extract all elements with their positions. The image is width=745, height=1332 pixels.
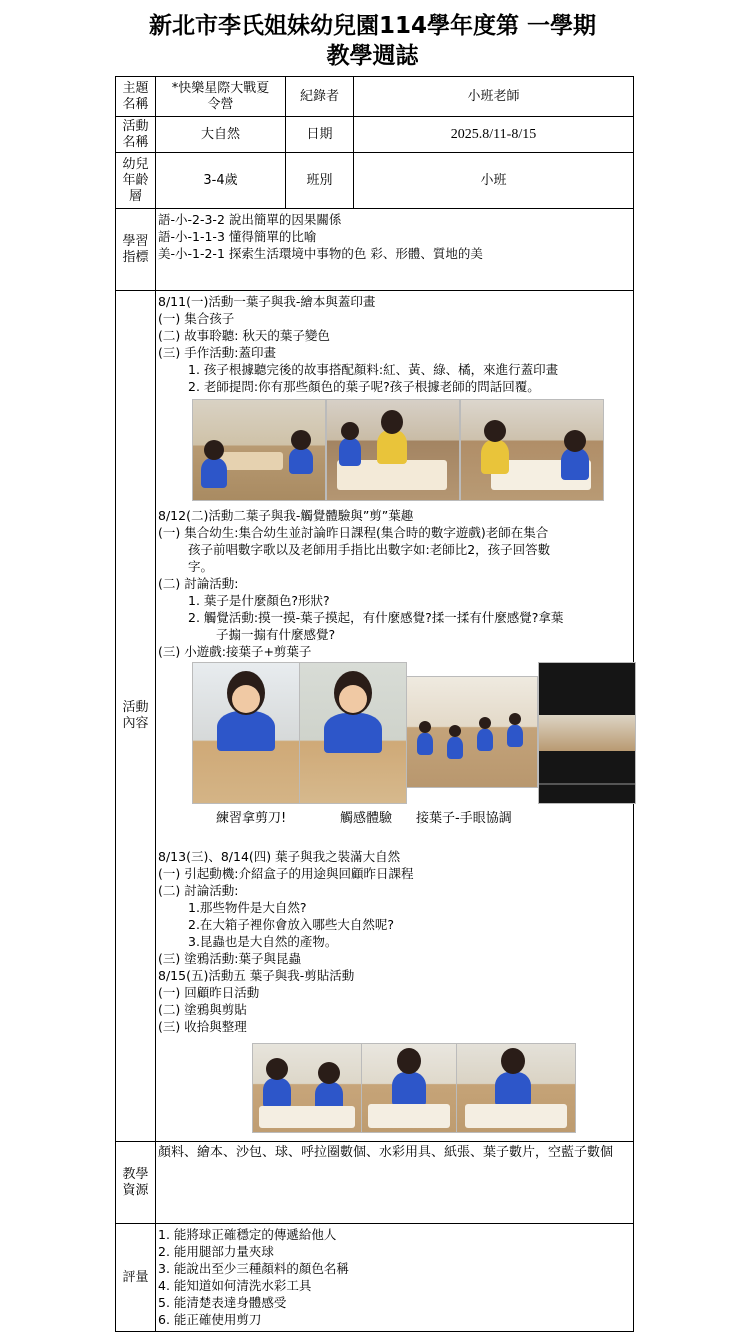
evaluation-item: 2. 能用腿部力量夾球	[158, 1244, 274, 1259]
evaluation-item: 3. 能說出至少三種顏料的顏色名稱	[158, 1261, 349, 1276]
activity-value: 大自然	[156, 117, 286, 153]
day1-step: (二) 故事聆聽: 秋天的葉子變色	[158, 328, 330, 343]
day34-point: 1.那些物件是大自然?	[188, 900, 307, 915]
day34-title: 8/13(三)、8/14(四) 葉子與我之裝滿大自然	[158, 849, 401, 864]
content-label: 活動 內容	[116, 291, 156, 1142]
day1-point: 2. 老師提問:你有那些顏色的葉子呢?孩子根據老師的問話回覆。	[188, 379, 540, 394]
photo-caption: 觸感體驗	[340, 811, 393, 826]
day34-step: (三) 塗鴉活動:葉子與昆蟲	[158, 951, 301, 966]
recorder-label: 紀錄者	[286, 77, 354, 117]
date-value: 2025.8/11-8/15	[354, 117, 634, 153]
indicators-list	[156, 209, 634, 291]
day34-point: 3.昆蟲也是大自然的產物。	[188, 934, 338, 949]
day5-step: (三) 收拾與整理	[158, 1019, 247, 1034]
evaluation-item: 6. 能正確使用剪刀	[158, 1312, 262, 1327]
day5-step: (二) 塗鴉與剪貼	[158, 1002, 247, 1017]
classroom-photo	[326, 399, 460, 501]
activity-label: 活動 名稱	[116, 117, 156, 153]
day2-step: (二) 討論活動:	[158, 576, 239, 591]
day1-title: 8/11(一)活動一葉子與我-繪本與蓋印畫	[158, 294, 376, 309]
evaluation-item: 1. 能將球正確穩定的傳遞給他人	[158, 1227, 337, 1242]
day34-step: (二) 討論活動:	[158, 883, 239, 898]
photo-caption: 練習拿剪刀!	[216, 811, 287, 826]
class-label: 班別	[286, 153, 354, 209]
resources-label: 教學 資源	[116, 1142, 156, 1224]
classroom-photo	[456, 1043, 576, 1133]
day1-point: 1. 孩子根據聽完後的故事搭配顏料:紅、黃、綠、橘，來進行蓋印畫	[188, 362, 559, 377]
day2-step: (三) 小遊戲:接葉子+剪葉子	[158, 644, 312, 659]
day1-step: (一) 集合孩子	[158, 311, 235, 326]
indicators-label: 學習 指標	[116, 209, 156, 291]
age-label: 幼兒 年齡 層	[116, 153, 156, 209]
evaluation-item: 5. 能清楚表達身體感受	[158, 1295, 287, 1310]
page-subtitle: 教學週誌	[326, 43, 419, 69]
photo-caption: 接葉子-手眼協調	[416, 811, 512, 826]
day34-step: (一) 引起動機:介紹盒子的用途與回顧昨日課程	[158, 866, 414, 881]
date-label: 日期	[286, 117, 354, 153]
class-value: 小班	[354, 153, 634, 209]
evaluation-item: 4. 能知道如何清洗水彩工具	[158, 1278, 312, 1293]
indicator-item: 美-小-1-2-1 探索生活環境中事物的色 彩、形體、質地的美	[158, 246, 483, 261]
day2-point: 2. 觸覺活動:摸一摸-葉子摸起，有什麼感覺?揉一揉有什麼感覺?拿葉	[188, 610, 564, 625]
recorder-value: 小班老師	[354, 77, 634, 117]
page-title: 新北市李氏姐妹幼兒園114學年度第 一學期	[148, 13, 597, 39]
day2-step: (一) 集合幼生:集合幼生並討論昨日課程(集合時的數字遊戲)老師在集合	[158, 525, 549, 540]
classroom-photo	[192, 662, 300, 804]
day2-step: 字。	[188, 559, 214, 574]
age-value: 3-4歲	[156, 153, 286, 209]
day5-step: (一) 回顧昨日活動	[158, 985, 260, 1000]
classroom-photo	[192, 399, 326, 501]
classroom-photo	[361, 1043, 457, 1133]
day1-step: (三) 手作活動:蓋印畫	[158, 345, 276, 360]
day2-step: 孩子前唱數字歌以及老師用手指比出數字如:老師比2，孩子回答數	[188, 542, 551, 557]
evaluation-label: 評量	[116, 1224, 156, 1332]
weekly-log-table	[115, 76, 634, 1332]
theme-value: *快樂星際大戰夏 令營	[156, 77, 286, 117]
day2-captions	[158, 810, 631, 830]
day5-photos	[158, 1043, 631, 1135]
day1-photos	[158, 399, 631, 503]
evaluation-list	[156, 1224, 634, 1332]
classroom-photo	[299, 662, 407, 804]
video-screenshot	[538, 662, 636, 804]
day2-photos	[158, 662, 631, 806]
indicator-item: 語-小-2-3-2 說出簡單的因果關係	[158, 212, 342, 227]
day2-point: 1. 葉子是什麼顏色?形狀?	[188, 593, 330, 608]
resources-text: 顏料、繪本、沙包、球、呼拉圈數個、水彩用具、紙張、葉子數片，空藍子數個	[156, 1142, 634, 1224]
classroom-photo	[460, 399, 604, 501]
day34-point: 2.在大箱子裡你會放入哪些大自然呢?	[188, 917, 395, 932]
day2-title: 8/12(二)活動二葉子與我-觸覺體驗與”剪”葉趣	[158, 508, 414, 523]
indicator-item: 語-小-1-1-3 懂得簡單的比喻	[158, 229, 317, 244]
activity-content	[156, 291, 634, 1142]
day2-point: 子搧一搧有什麼感覺?	[216, 627, 336, 642]
day5-title: 8/15(五)活動五 葉子與我-剪貼活動	[158, 968, 355, 983]
classroom-photo	[406, 676, 538, 788]
theme-label: 主題 名稱	[116, 77, 156, 117]
classroom-photo	[252, 1043, 362, 1133]
